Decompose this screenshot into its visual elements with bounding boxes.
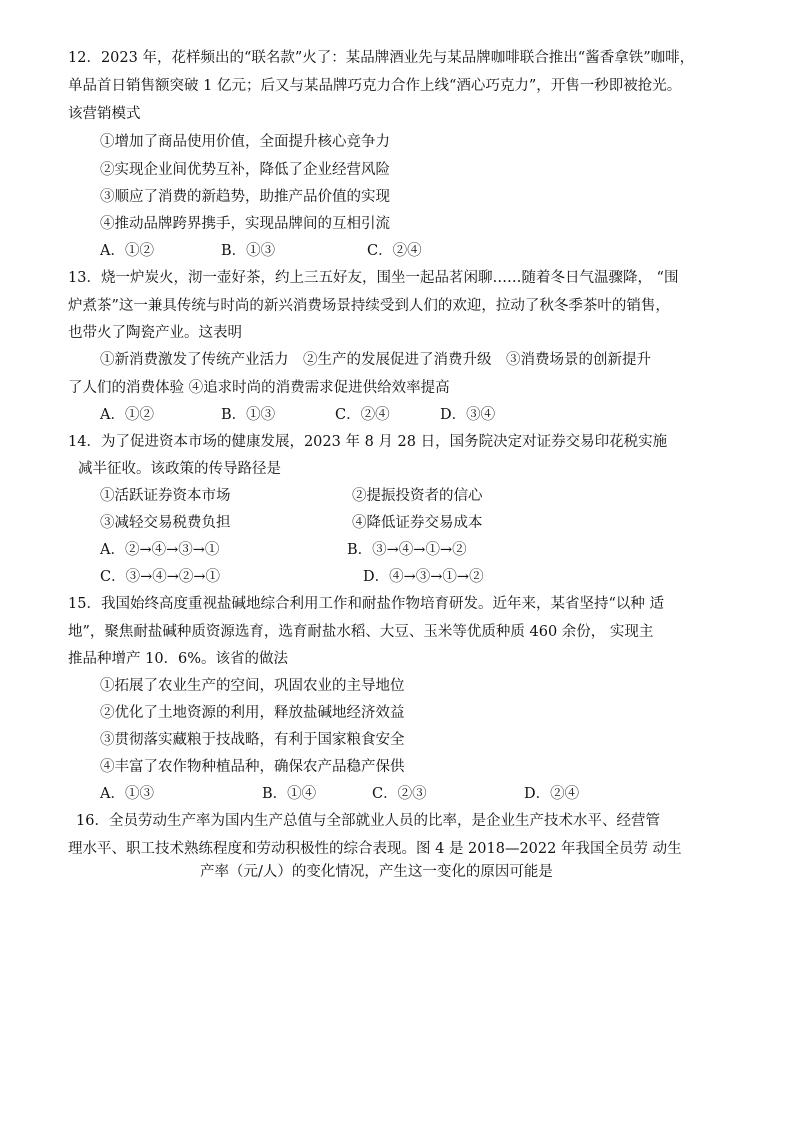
- question-13-option-d: D．③④: [440, 407, 496, 423]
- question-13-statement-line-2: 了人们的消费体验 ④追求时尚的消费需求促进供给效率提高: [68, 380, 450, 396]
- question-12-statement-4: ④推动品牌跨界携手，实现品牌间的互相引流: [100, 216, 390, 232]
- question-12-statement-1: ①增加了商品使用价值，全面提升核心竞争力: [100, 134, 390, 150]
- question-14-option-d: D．④→③→①→②: [363, 569, 484, 585]
- question-15-stem-line-2: 地”，聚焦耐盐碱种质资源选育，选育耐盐水稻、大豆、玉米等优质种质 460 余份， 实现主: [68, 624, 654, 640]
- question-14-stem-line-2: 减半征收。该政策的传导路径是: [78, 461, 281, 477]
- question-14-statement-3: ③减轻交易税费负担: [100, 515, 231, 531]
- question-14-option-a: A．②→④→③→①: [100, 542, 220, 558]
- question-12-statement-2: ②实现企业间优势互补，降低了企业经营风险: [100, 162, 390, 178]
- question-14-statement-1: ①活跃证券资本市场: [100, 488, 231, 504]
- question-15-statement-1: ①拓展了农业生产的空间，巩固农业的主导地位: [100, 678, 405, 694]
- question-13-option-b: B．①③: [221, 407, 276, 423]
- question-15-statement-3: ③贯彻落实藏粮于技战略，有利于国家粮食安全: [100, 732, 405, 748]
- question-13-option-c: C．②④: [335, 407, 390, 423]
- question-12-statement-3: ③顺应了消费的新趋势，助推产品价值的实现: [100, 189, 390, 205]
- question-16-stem-line-1: 16．全员劳动生产率为国内生产总值与全部就业人员的比率，是企业生产技术水平、经营管: [76, 813, 660, 829]
- question-12-option-c: C．②④: [367, 243, 422, 259]
- question-15-option-d: D．②④: [524, 786, 580, 802]
- question-12-stem-line-2: 单品首日销售额突破 1 亿元；后又与某品牌巧克力合作上线“酒心巧克力”，开售一秒即被抢光。: [68, 78, 682, 94]
- question-12-option-a: A．①②: [100, 243, 154, 259]
- question-13-option-a: A．①②: [100, 407, 154, 423]
- question-14-option-c: C．③→④→②→①: [100, 569, 221, 585]
- question-12-stem-line-1: 12．2023 年，花样频出的“联名款”火了：某品牌酒业先与某品牌咖啡联合推出“酱香拿铁”咖啡，: [68, 50, 695, 66]
- question-15-statement-2: ②优化了土地资源的利用，释放盐碱地经济效益: [100, 705, 405, 721]
- question-16-stem-line-3: 产率（元/人）的变化情况，产生这一变化的原因可能是: [200, 864, 553, 880]
- question-13-stem-line-2: 炉煮茶”这一兼具传统与时尚的新兴消费场景持续受到人们的欢迎，拉动了秋冬季茶叶的销售，: [68, 298, 670, 314]
- question-12-option-b: B．①③: [221, 243, 276, 259]
- question-14-stem-line-1: 14．为了促进资本市场的健康发展，2023 年 8 月 28 日，国务院决定对证券交易印花税实施: [68, 434, 668, 450]
- question-15-stem-line-3: 推品种增产 10．6%。该省的做法: [68, 651, 289, 667]
- question-14-statement-4: ④降低证券交易成本: [352, 515, 483, 531]
- question-15-statement-4: ④丰富了农作物种植品种，确保农产品稳产保供: [100, 759, 405, 775]
- question-13-stem-line-3: 也带火了陶瓷产业。这表明: [68, 325, 242, 341]
- question-15-option-a: A．①③: [100, 786, 154, 802]
- question-15-option-c: C．②③: [372, 786, 427, 802]
- question-16-stem-line-2: 理水平、职工技术熟练程度和劳动积极性的综合表现。图 4 是 2018—2022 年我国全员劳 动生: [68, 841, 682, 857]
- question-14-option-b: B．③→④→①→②: [347, 542, 467, 558]
- question-15-stem-line-1: 15．我国始终高度重视盐碱地综合利用工作和耐盐作物培育研发。近年来，某省坚持“以种 适: [68, 596, 664, 612]
- question-15-option-b: B．①④: [262, 786, 317, 802]
- question-12-stem-line-3: 该营销模式: [68, 106, 141, 122]
- question-14-statement-2: ②提振投资者的信心: [352, 488, 483, 504]
- question-13-stem-line-1: 13．烧一炉炭火，沏一壶好茶，约上三五好友，围坐一起品茗闲聊……随着冬日气温骤降， “围: [68, 270, 679, 286]
- question-13-statement-line-1: ①新消费激发了传统产业活力 ②生产的发展促进了消费升级 ③消费场景的创新提升: [100, 352, 651, 368]
